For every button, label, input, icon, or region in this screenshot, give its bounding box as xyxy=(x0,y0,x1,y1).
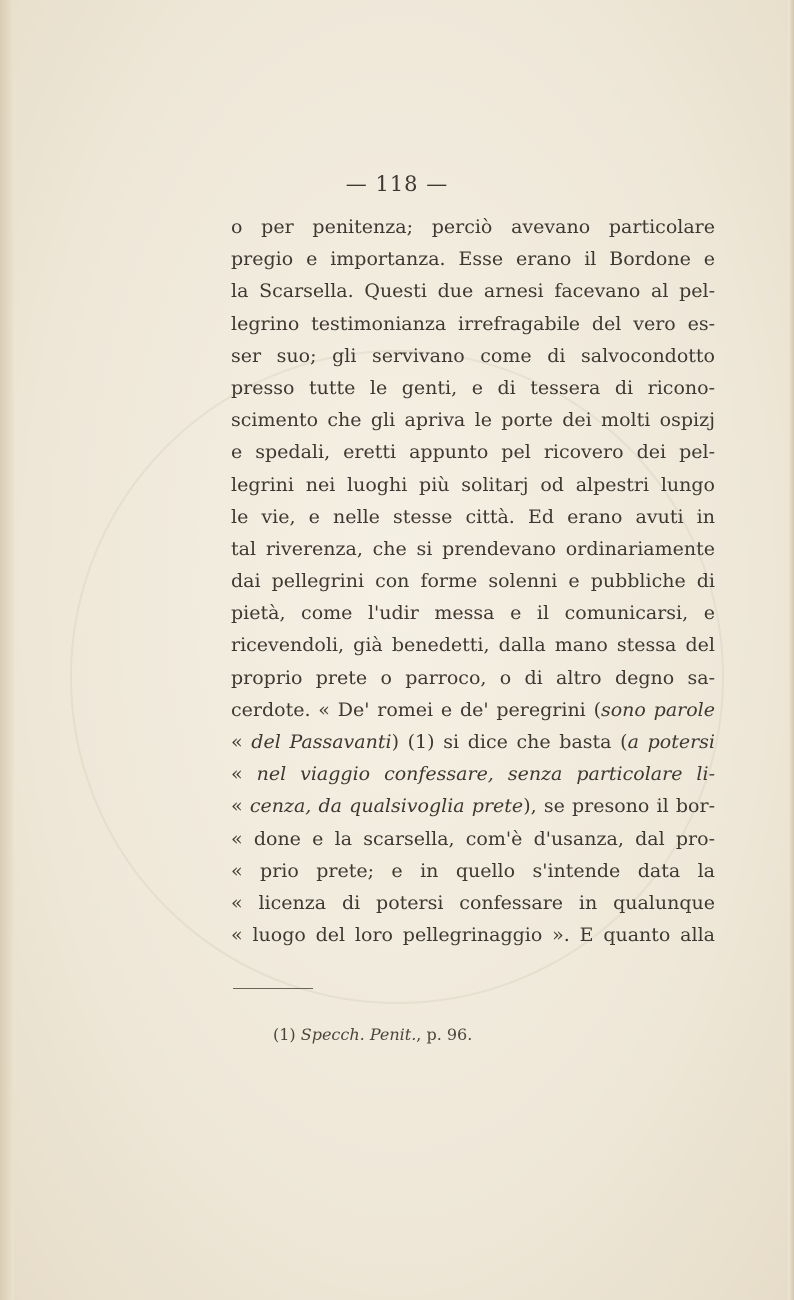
text-line: « done e la scarsella, com'è d'usanza, dal pro- xyxy=(231,827,715,850)
text-segment: cerdote. « De' romei e de' peregrini ( xyxy=(231,698,601,721)
text-line: « prio prete; e in quello s'intende data la xyxy=(231,859,715,882)
text-line: o per penitenza; perciò avevano particolare xyxy=(231,216,715,238)
text-segment: ), se presono il bor- xyxy=(523,795,715,818)
text-segment: ) (1) si dice che basta ( xyxy=(391,731,628,753)
text-line: e spedali, eretti appunto pel ricovero dei pel- xyxy=(231,441,715,464)
text-line xyxy=(231,726,715,758)
italic-segment: cenza, da qualsivoglia prete xyxy=(249,795,524,818)
text-line: pregio e importanza. Esse erano il Bordone e xyxy=(231,248,715,271)
text-line xyxy=(231,694,715,726)
italic-segment: a potersi xyxy=(627,731,715,753)
footnote xyxy=(273,1025,472,1044)
text-line: ricevendoli, già benedetti, dalla mano stessa del xyxy=(231,634,715,657)
text-segment: « xyxy=(231,795,250,818)
text-line: presso tutte le genti, e di tessera di ricono- xyxy=(231,376,715,399)
text-line: la Scarsella. Questi due arnesi facevano al pel- xyxy=(231,280,715,303)
body-text xyxy=(231,211,715,951)
italic-segment: del Passavanti xyxy=(251,731,392,753)
text-line: legrini nei luoghi più solitarj od alpestri lungo xyxy=(231,473,715,496)
italic-segment: sono parole xyxy=(600,698,715,721)
text-line: tal riverenza, che si prendevano ordinariamente xyxy=(231,537,715,560)
text-line xyxy=(231,790,715,822)
text-line: « licenza di potersi confessare in qualunque xyxy=(231,891,715,914)
footnote-marker: (1) xyxy=(273,1025,301,1044)
text-line: legrino testimonianza irrefragabile del vero es- xyxy=(231,312,715,335)
footnote-source: Specch. Penit. xyxy=(300,1025,417,1044)
text-line: « luogo del loro pellegrinaggio ». E quanto alla xyxy=(231,924,715,947)
text-segment: « xyxy=(231,763,257,786)
text-line xyxy=(231,758,715,790)
text-line: pietà, come l'udir messa e il comunicarsi, e xyxy=(231,602,715,625)
text-line: dai pellegrini con forme solenni e pubbliche di xyxy=(231,570,715,593)
text-line: scimento che gli apriva le porte dei molti ospizj xyxy=(231,409,715,432)
page-number: — 118 — xyxy=(345,172,449,196)
text-line: proprio prete o parroco, o di altro degno sa- xyxy=(231,666,715,689)
text-segment: « xyxy=(231,731,252,753)
text-line: ser suo; gli servivano come di salvocondotto xyxy=(231,344,715,367)
text-line: le vie, e nelle stesse città. Ed erano avuti in xyxy=(231,505,715,528)
italic-segment: nel viaggio confessare, senza particolare li- xyxy=(256,763,715,786)
footnote-page: , p. 96. xyxy=(416,1025,473,1044)
footnote-divider xyxy=(233,988,313,989)
